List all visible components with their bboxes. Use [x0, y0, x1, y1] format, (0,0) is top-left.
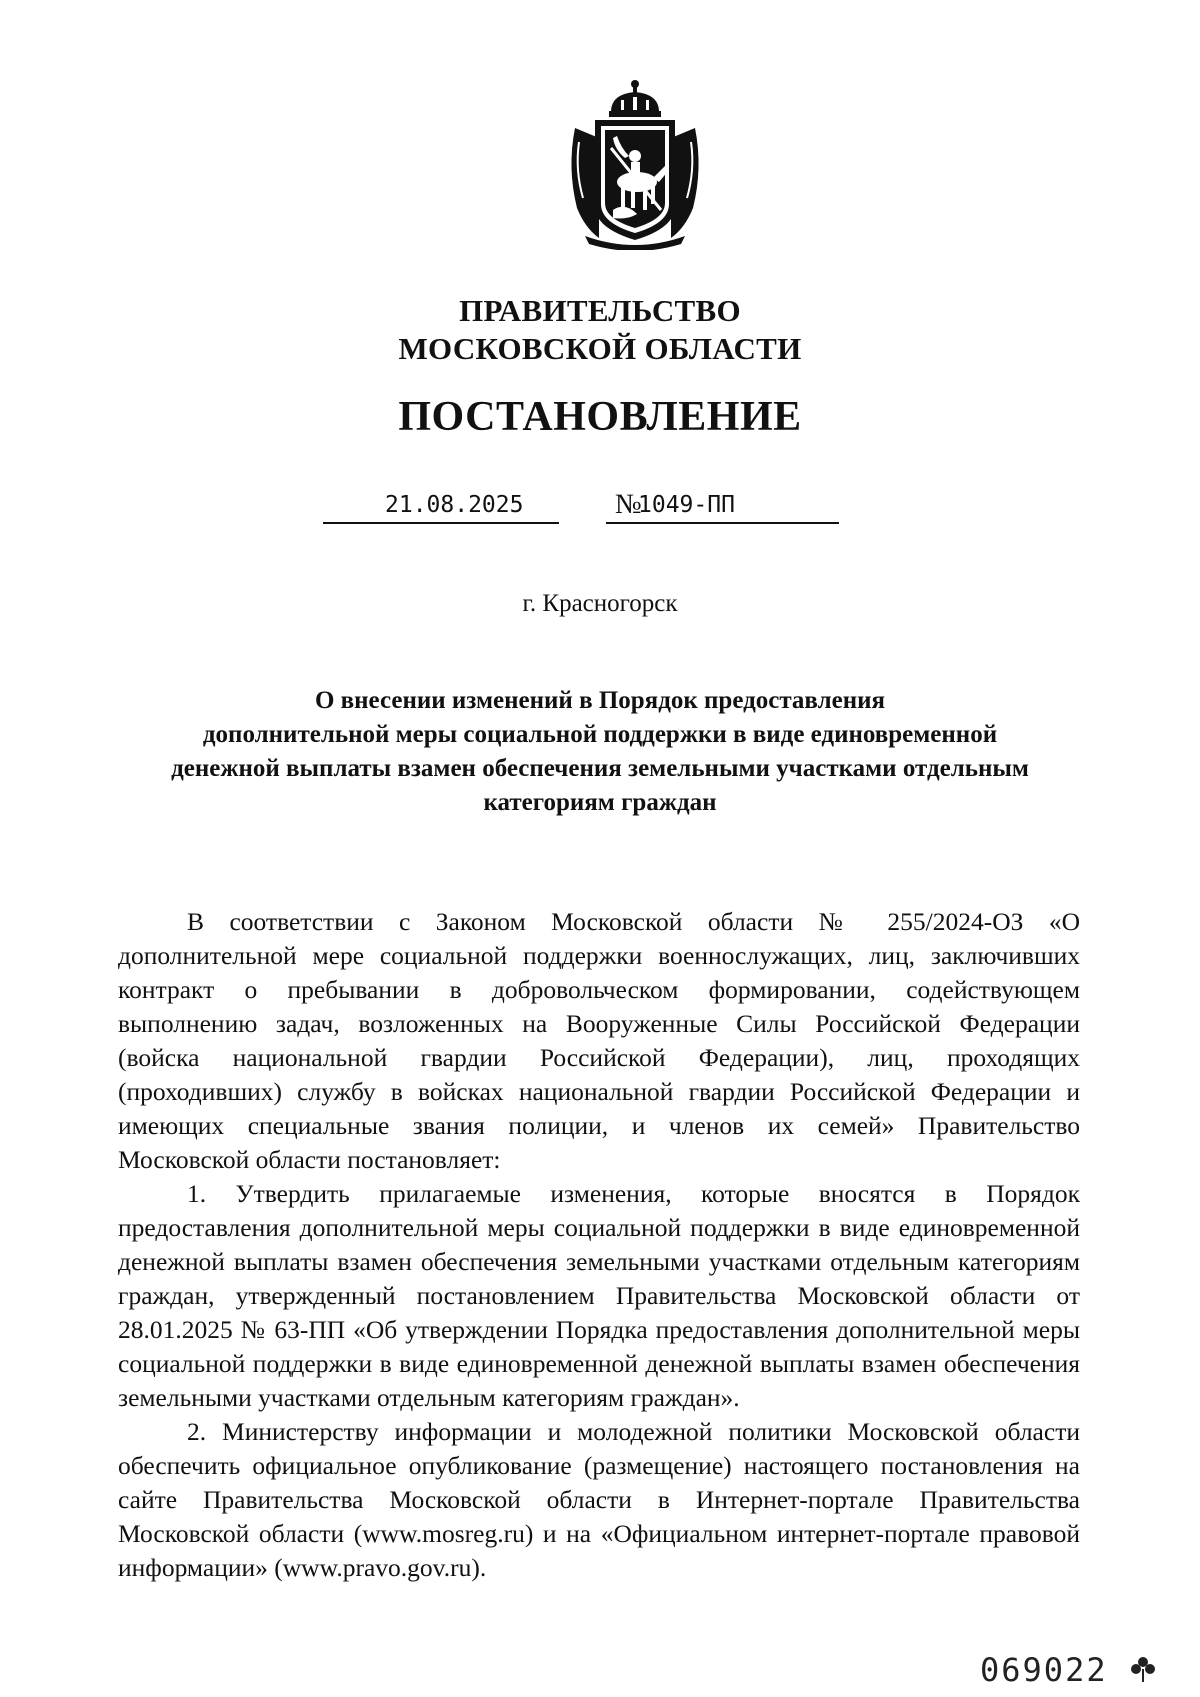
clover-mark-icon — [1128, 1654, 1158, 1684]
number-underline — [606, 522, 839, 524]
item-1-paragraph: 1. Утвердить прилагаемые изменения, которые вносятся в Порядок предоставления дополнительной меры социальной поддержки в виде единовременной денежной выплаты взамен обеспечения земельными участками отдельным категориям граждан, утвержденный постановлением Правительства Московской области от 28.01.2025 № 63-ПП «Об утверждении Порядка предоставления дополнительной меры социальной поддержки в виде единовременной денежной выплаты взамен обеспечения земельными участками отдельным категориям граждан». — [118, 1179, 1080, 1412]
subject-line: дополнительной меры социальной поддержки в виде единовременной — [202, 721, 998, 748]
date-underline — [323, 522, 559, 524]
item-2-paragraph: 2. Министерству информации и молодежной политики Московской области обеспечить официальное опубликование (размещение) настоящего постановления на сайте Правительства Московской области в Интернет-портале Правительства Московской области (www.mosreg.ru) и на «Официальном интернет-портале правовой информации» (www.pravo.gov.ru). — [118, 1417, 1080, 1582]
serial-number: 069022 — [980, 1651, 1108, 1689]
document-number: 1049-ПП — [638, 492, 735, 518]
coat-of-arms-icon — [565, 78, 705, 250]
document-type-title: ПОСТАНОВЛЕНИЕ — [398, 394, 802, 440]
subject-line: О внесении изменений в Порядок предоставления — [314, 687, 886, 714]
subject-line: категориям граждан — [483, 789, 717, 816]
organization-name-line2: МОСКОВСКОЙ ОБЛАСТИ — [398, 331, 802, 366]
city-of-issue: г. Красногорск — [522, 590, 678, 617]
document-body — [118, 905, 1080, 1585]
subject-line: денежной выплаты взамен обеспечения земельными участками отдельным — [171, 755, 1029, 782]
organization-name-line1: ПРАВИТЕЛЬСТВО — [459, 293, 741, 328]
document-subject — [0, 684, 1200, 820]
preamble-paragraph: В соответствии с Законом Московской области № 255/2024-ОЗ «О дополнительной мере социальной поддержки военнослужащих, лиц, заключивших контракт о пребывании в добровольческом формировании, содействующем выполнению задач, возложенных на Вооруженные Силы Российской Федерации (войска национальной гвардии Российской Федерации), лиц, проходящих (проходивших) службу в войсках национальной гвардии Российской Федерации и имеющих специальные звания полиции, и членов их семей» Правительство Московской области постановляет: — [118, 907, 1080, 1174]
document-date: 21.08.2025 — [385, 492, 524, 518]
number-sign: № — [615, 489, 642, 520]
